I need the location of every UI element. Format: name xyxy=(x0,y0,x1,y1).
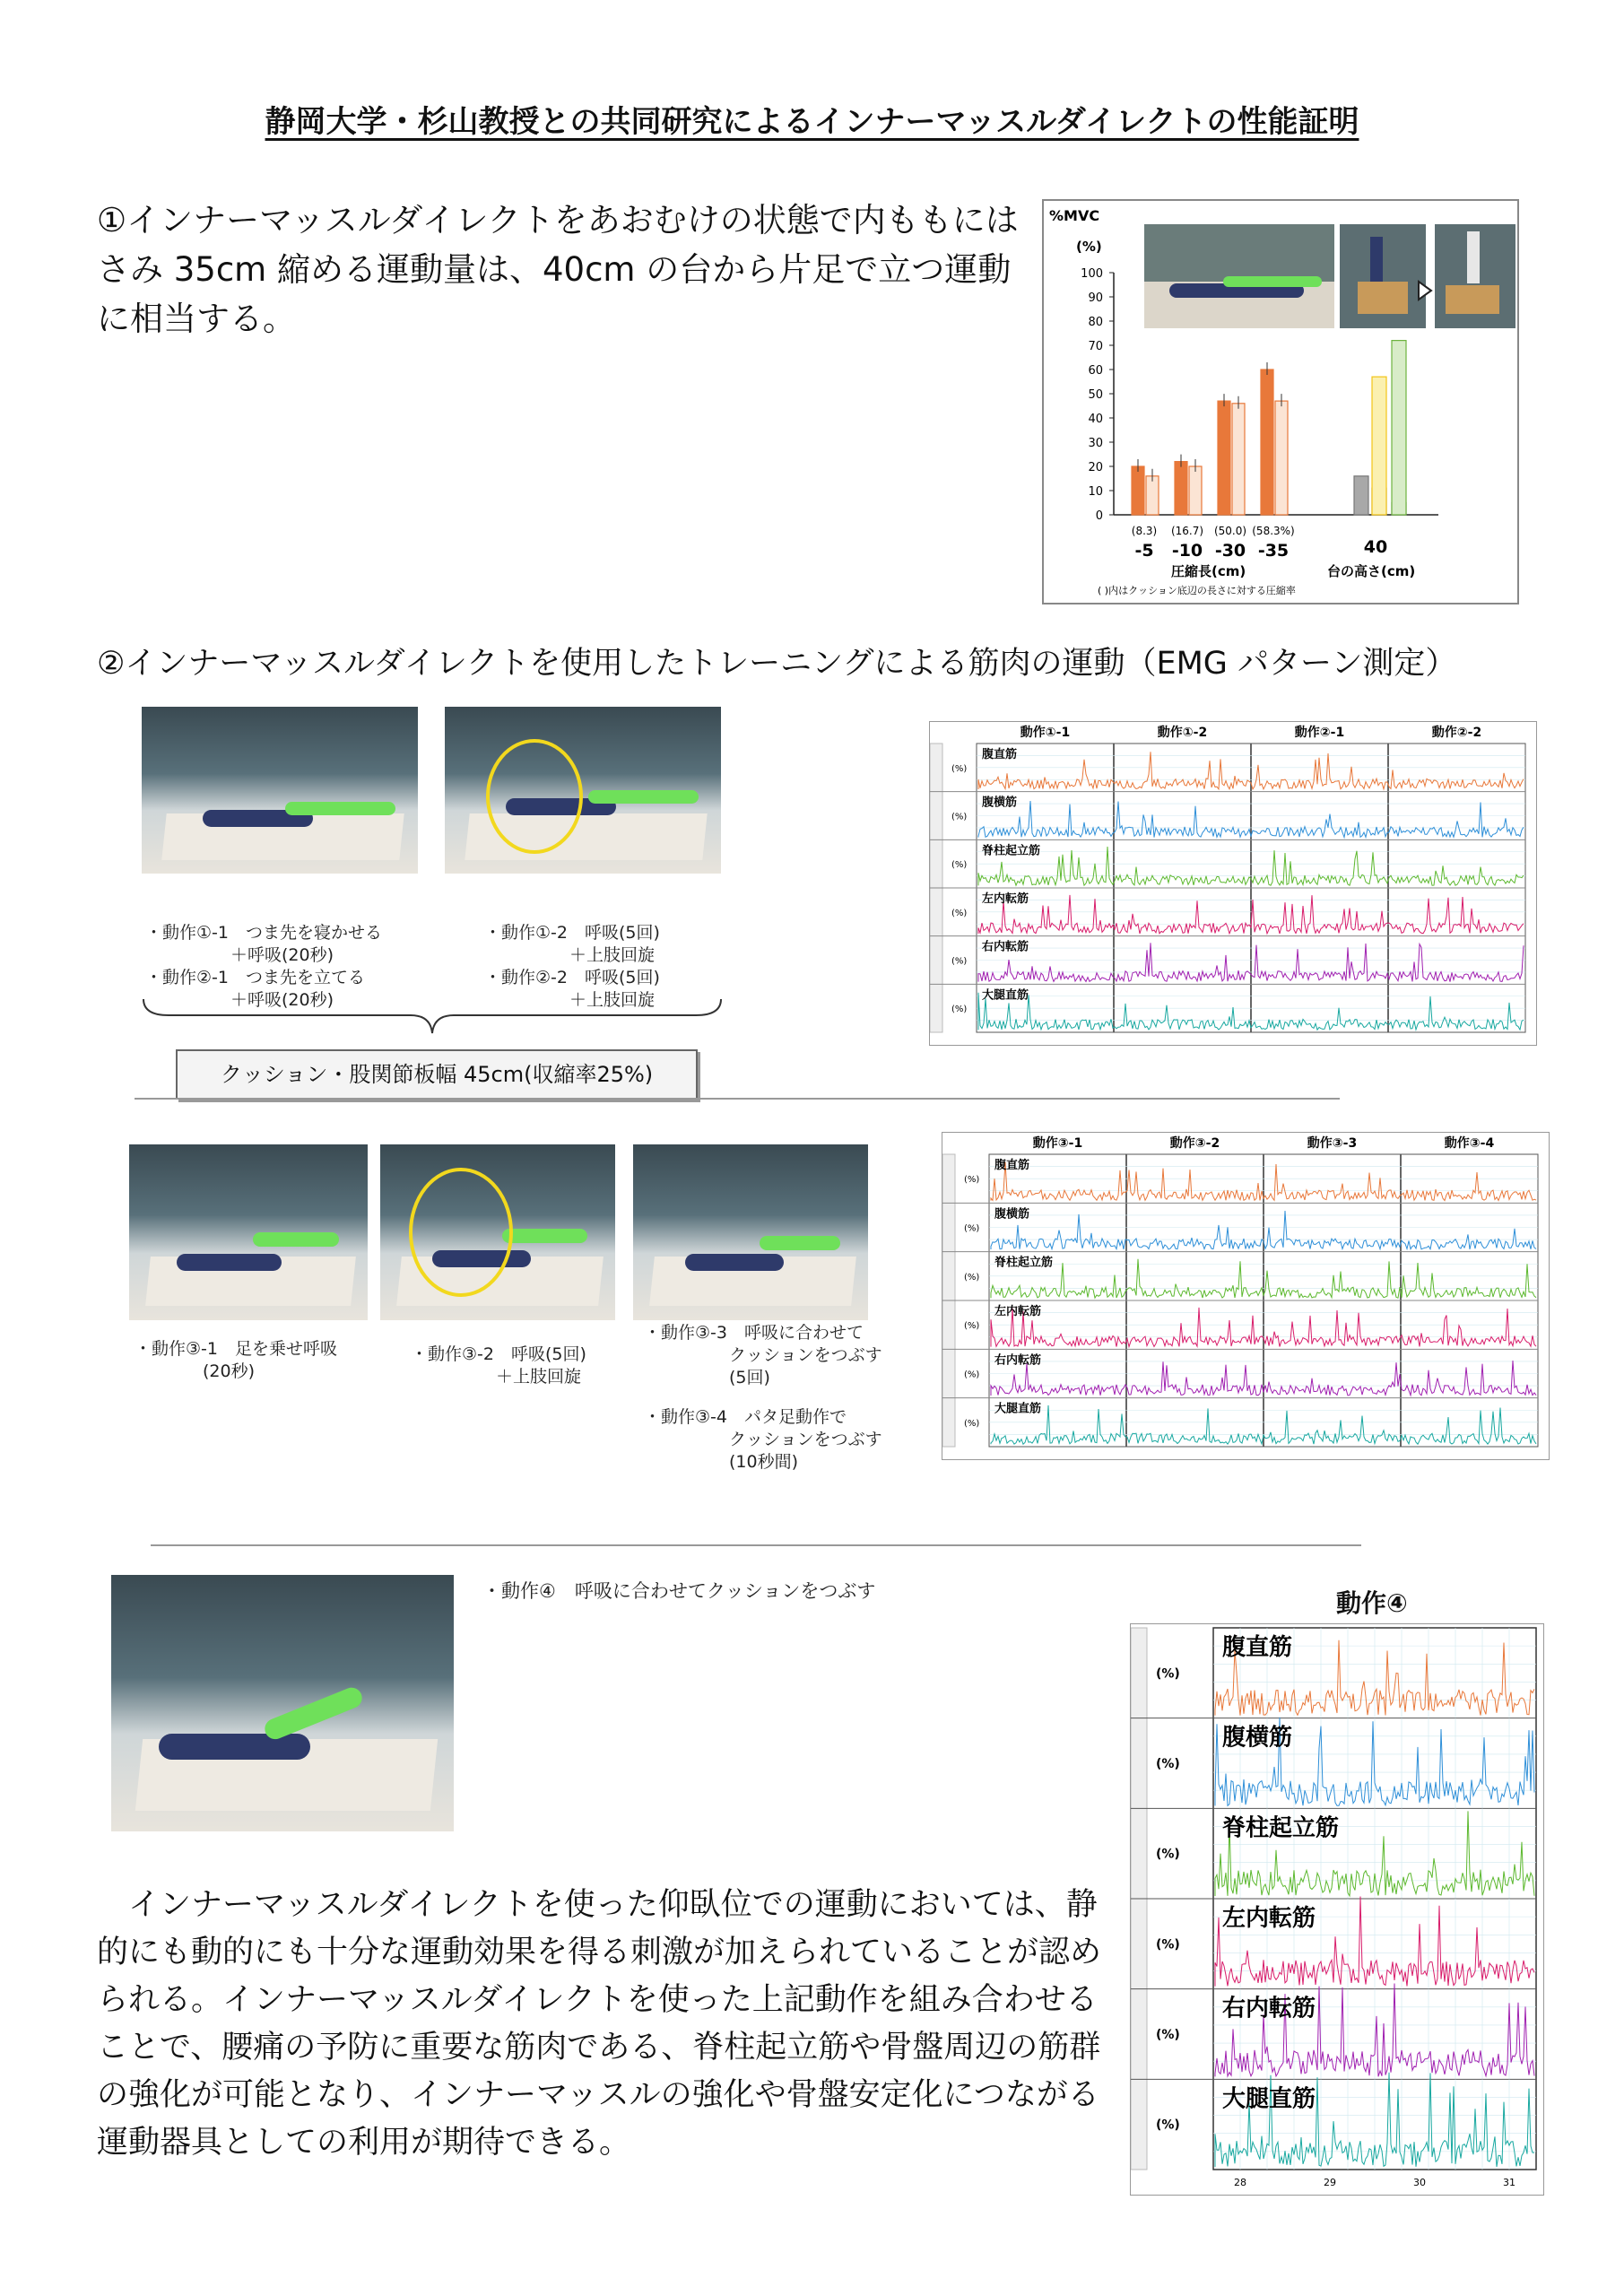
y-tick-label: 0 xyxy=(1095,509,1103,523)
page-title: 静岡大学・杉山教授との共同研究によるインナーマッスルダイレクトの性能証明 xyxy=(265,104,1359,140)
y-tick-label: 100 xyxy=(1081,267,1103,281)
group-label: -5 xyxy=(1134,541,1154,561)
bar xyxy=(1218,401,1230,515)
y-tick-label: 80 xyxy=(1088,316,1103,329)
y-tick-label: 70 xyxy=(1088,340,1103,353)
emg-muscle-label: 脊柱起立筋 xyxy=(982,844,1041,858)
emg-unit: (%) xyxy=(964,1321,980,1332)
emg-unit: (%) xyxy=(964,1175,980,1186)
emg-muscle-label: 右内転筋 xyxy=(1222,1995,1316,2022)
emg-unit: (%) xyxy=(1156,2118,1180,2133)
emg-muscle-label: 脊柱起立筋 xyxy=(1222,1814,1340,1842)
group-sub-label: (16.7) xyxy=(1170,525,1204,537)
bar xyxy=(1372,377,1386,515)
y-tick-label: 30 xyxy=(1088,437,1103,450)
chart-xlabel-left: 圧縮長(cm) xyxy=(1171,563,1246,579)
group-sub-label: (58.3%) xyxy=(1252,525,1295,537)
emg-chart-1 xyxy=(929,721,1537,1046)
emg-muscle-label: 腹直筋 xyxy=(994,1159,1030,1172)
section2-heading: ②インナーマッスルダイレクトを使用したトレーニングによる筋肉の運動（EMG パターン測定） xyxy=(97,646,1457,682)
emg-chart-2 xyxy=(942,1132,1550,1460)
emg-header: 動作③-3 xyxy=(1307,1136,1358,1151)
caption-action3-2: ・動作③-2 呼吸(5回) ＋上肢回旋 xyxy=(411,1344,586,1387)
group-label: -35 xyxy=(1257,541,1290,561)
caption-action3-3: ・動作③-3 呼吸に合わせて クッションをつぶす (5回) xyxy=(644,1323,882,1387)
bar xyxy=(1132,466,1144,515)
captions-right: ・動作①-2 呼吸(5回) ＋上肢回旋 ・動作②-2 呼吸(5回) ＋上肢回旋 xyxy=(484,923,660,1010)
bar xyxy=(1354,476,1368,515)
y-tick-label: 20 xyxy=(1088,461,1103,474)
photo-action3-1 xyxy=(129,1144,368,1320)
bar xyxy=(1392,341,1406,515)
emg-header: 動作③-1 xyxy=(1032,1136,1083,1151)
brace xyxy=(142,997,723,1042)
emg-unit: (%) xyxy=(951,812,968,822)
emg-header: 動作②-1 xyxy=(1294,726,1345,740)
group-label: -10 xyxy=(1171,541,1203,561)
y-tick-label: 60 xyxy=(1088,364,1103,378)
x-tick-label: 28 xyxy=(1234,2177,1246,2188)
divider-1 xyxy=(135,1098,1340,1100)
group-label: -30 xyxy=(1214,541,1246,561)
emg-unit: (%) xyxy=(951,763,968,774)
group-sub-label: (8.3) xyxy=(1131,525,1158,537)
emg-muscle-label: 腹横筋 xyxy=(994,1207,1030,1222)
emg-muscle-label: 大腿直筋 xyxy=(982,988,1029,1003)
emg-header: 動作③-4 xyxy=(1444,1136,1495,1151)
emg-unit: (%) xyxy=(964,1418,980,1429)
mvc-chart-svg xyxy=(1044,201,1517,603)
y-tick-label: 10 xyxy=(1088,485,1103,499)
photo-action1-2 xyxy=(445,707,721,874)
caption-action3-4: ・動作③-4 パタ足動作で クッションをつぶす (10秒間) xyxy=(644,1407,882,1472)
photo-action4 xyxy=(111,1575,454,1831)
emg-muscle-label: 腹横筋 xyxy=(1222,1724,1293,1752)
chart-ylabel: %MVC xyxy=(1049,207,1100,224)
bar xyxy=(1261,370,1273,515)
emg-muscle-label: 左内転筋 xyxy=(1222,1905,1316,1932)
bar xyxy=(1146,476,1159,515)
chart-xlabel-right: 台の高さ(cm) xyxy=(1327,563,1416,579)
y-tick-label: 40 xyxy=(1088,413,1103,426)
divider-2 xyxy=(151,1544,1361,1546)
y-tick-label: 90 xyxy=(1088,291,1103,305)
emg-chart-2-svg xyxy=(942,1133,1549,1459)
x-tick-label: 29 xyxy=(1324,2177,1336,2188)
photo-action3-3 xyxy=(633,1144,868,1320)
emg-muscle-label: 左内転筋 xyxy=(982,892,1029,906)
emg-muscle-label: 左内転筋 xyxy=(994,1305,1042,1318)
emg-chart-1-svg xyxy=(930,722,1536,1045)
emg-unit: (%) xyxy=(951,860,968,871)
emg-chart-3-svg xyxy=(1131,1624,1543,2195)
bar xyxy=(1232,404,1245,515)
cushion-label: クッション・股関節板幅 45cm(収縮率25%) xyxy=(176,1049,698,1100)
emg-muscle-label: 腹直筋 xyxy=(982,748,1018,761)
emg-muscle-label: 右内転筋 xyxy=(982,940,1029,954)
emg-unit: (%) xyxy=(964,1272,980,1283)
emg-header: 動作②-2 xyxy=(1431,726,1482,740)
bar xyxy=(1175,462,1187,515)
emg-header: 動作③-2 xyxy=(1169,1136,1220,1151)
emg-muscle-label: 脊柱起立筋 xyxy=(994,1256,1054,1270)
group-label: 40 xyxy=(1363,537,1388,557)
conclusion-paragraph: インナーマッスルダイレクトを使った仰臥位での運動においては、静的にも動的にも十分な運動効果を得る刺激が加えられていることが認められる。インナーマッスルダイレクトを使った上記動作を組み合わせることで、腰痛の予防に重要な筋肉である、脊柱起立筋や骨盤周辺の筋群の強化が可能となり、インナーマッスルの強化や骨盤安定化につながる運動器具としての利用が期待できる。 xyxy=(97,1887,1102,2161)
mvc-chart xyxy=(1042,199,1519,604)
emg-unit: (%) xyxy=(951,1004,968,1015)
emg-unit: (%) xyxy=(1156,2028,1180,2042)
emg-muscle-label: 右内転筋 xyxy=(994,1353,1042,1368)
emg-unit: (%) xyxy=(1156,1666,1180,1682)
emg-unit: (%) xyxy=(964,1370,980,1380)
emg-chart-3-title: 動作④ xyxy=(1336,1588,1408,1618)
captions-left: ・動作①-1 つま先を寝かせる ＋呼吸(20秒) ・動作②-1 つま先を立てる ＋呼吸(20秒) xyxy=(145,923,382,1010)
bar xyxy=(1189,466,1202,515)
chart-note: ( )内はクッション底辺の長さに対する圧縮率 xyxy=(1098,585,1296,596)
chart-yunit: (%) xyxy=(1076,239,1102,255)
emg-muscle-label: 大腿直筋 xyxy=(994,1402,1042,1416)
emg-unit: (%) xyxy=(1156,1847,1180,1862)
emg-unit: (%) xyxy=(1156,1757,1180,1771)
caption-action4: ・動作④ 呼吸に合わせてクッションをつぶす xyxy=(482,1580,876,1602)
emg-muscle-label: 腹横筋 xyxy=(982,796,1018,810)
caption-action3-1: ・動作③-1 足を乗せ呼吸 (20秒) xyxy=(135,1339,337,1381)
x-tick-label: 31 xyxy=(1503,2177,1515,2188)
y-tick-label: 50 xyxy=(1088,388,1103,402)
emg-muscle-label: 大腿直筋 xyxy=(1222,2085,1316,2113)
section1-text: ①インナーマッスルダイレクトをあおむけの状態で内ももにはさみ 35cm 縮める運動量は、40cm の台から片足で立つ運動に相当する。 xyxy=(97,201,1019,338)
emg-header: 動作①-2 xyxy=(1157,726,1208,740)
emg-unit: (%) xyxy=(951,956,968,967)
emg-unit: (%) xyxy=(951,908,968,918)
emg-unit: (%) xyxy=(964,1223,980,1234)
group-sub-label: (50.0) xyxy=(1213,525,1247,537)
emg-unit: (%) xyxy=(1156,1937,1180,1952)
x-tick-label: 30 xyxy=(1413,2177,1426,2188)
bar xyxy=(1275,401,1288,515)
photo-action1-1 xyxy=(142,707,418,874)
emg-header: 動作①-1 xyxy=(1020,726,1071,740)
photo-action3-2 xyxy=(380,1144,615,1320)
emg-muscle-label: 腹直筋 xyxy=(1222,1634,1293,1661)
emg-chart-3 xyxy=(1130,1623,1544,2196)
